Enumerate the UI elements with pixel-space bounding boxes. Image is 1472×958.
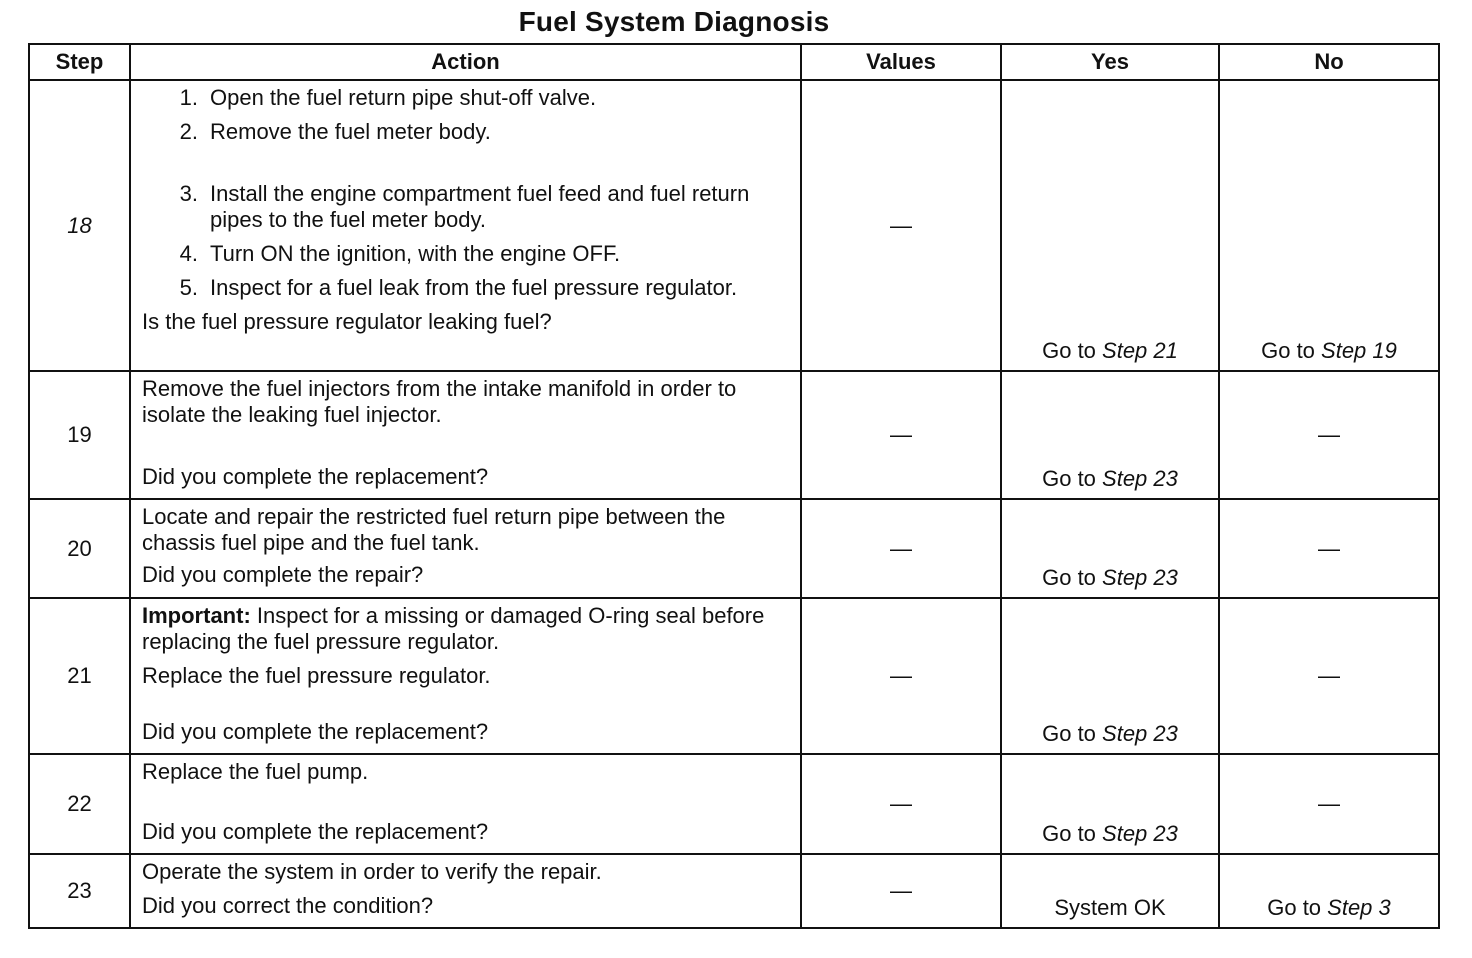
step-number: 23: [29, 854, 130, 928]
action-steps-list: [153, 85, 792, 301]
no-cell: —: [1219, 371, 1439, 499]
action-cell: [130, 499, 801, 598]
list-item: 5. Inspect for a fuel leak from the fuel pressure regulator.: [179, 275, 738, 300]
list-item: 2. Remove the fuel meter body.: [179, 119, 491, 144]
table-row: [29, 598, 1439, 754]
step-number: 20: [29, 499, 130, 598]
step-number: 19: [29, 371, 130, 499]
action-question: Did you complete the replacement?: [142, 719, 489, 744]
header-no: No: [1219, 44, 1439, 80]
yes-cell: System OK: [1001, 854, 1219, 928]
action-text: Replace the fuel pressure regulator.: [142, 663, 491, 688]
action-cell: [130, 80, 801, 371]
values-cell: —: [801, 80, 1001, 371]
action-cell: [130, 371, 801, 499]
values-cell: —: [801, 754, 1001, 854]
yes-cell: Go to Step 23: [1001, 598, 1219, 754]
values-cell: —: [801, 598, 1001, 754]
values-cell: —: [801, 854, 1001, 928]
no-cell: Go to Step 19: [1219, 80, 1439, 371]
page-title: Fuel System Diagnosis: [518, 6, 830, 37]
no-cell: —: [1219, 499, 1439, 598]
step-link: Step 23: [1102, 565, 1178, 590]
header-row: [29, 44, 1439, 80]
table-row: [29, 499, 1439, 598]
list-item: 4. Turn ON the ignition, with the engine OFF.: [179, 241, 621, 266]
header-values: Values: [801, 44, 1001, 80]
table-row: [29, 80, 1439, 371]
action-text: Locate and repair the restricted fuel return pipe between the chassis fuel pipe and the fuel tank.: [142, 504, 726, 555]
step-link: Step 23: [1102, 721, 1178, 746]
action-text: Remove the fuel injectors from the intake manifold in order to isolate the leaking fuel injector.: [142, 376, 737, 427]
table-row: [29, 854, 1439, 928]
action-question: Did you complete the replacement?: [142, 819, 489, 844]
important-note: Important: Inspect for a missing or damaged O-ring seal before replacing the fuel pressure regulator.: [142, 603, 765, 654]
no-cell: —: [1219, 598, 1439, 754]
action-text: Replace the fuel pump.: [142, 759, 369, 784]
yes-cell: Go to Step 23: [1001, 371, 1219, 499]
step-link: Step 3: [1327, 895, 1391, 920]
step-link: Step 23: [1102, 821, 1178, 846]
action-question: Is the fuel pressure regulator leaking fuel?: [142, 309, 552, 334]
no-cell: Go to Step 3: [1219, 854, 1439, 928]
table-row: [29, 754, 1439, 854]
step-link: Step 23: [1102, 466, 1178, 491]
step-number: 18: [29, 80, 130, 371]
list-item: 1. Open the fuel return pipe shut-off valve.: [179, 85, 597, 110]
list-item: 3. Install the engine compartment fuel feed and fuel return pipes to the fuel meter body.: [179, 181, 750, 232]
action-cell: [130, 854, 801, 928]
header-step: Step: [29, 44, 130, 80]
action-cell: [130, 598, 801, 754]
action-question: Did you complete the repair?: [142, 562, 424, 587]
yes-cell: Go to Step 23: [1001, 499, 1219, 598]
action-question: Did you correct the condition?: [142, 893, 434, 918]
step-link: Step 19: [1321, 338, 1397, 363]
values-cell: —: [801, 371, 1001, 499]
header-yes: Yes: [1001, 44, 1219, 80]
step-number: 22: [29, 754, 130, 854]
values-cell: —: [801, 499, 1001, 598]
yes-cell: Go to Step 21: [1001, 80, 1219, 371]
diagnosis-table: [28, 43, 1440, 929]
no-cell: —: [1219, 754, 1439, 854]
step-link: Step 21: [1102, 338, 1178, 363]
action-cell: [130, 754, 801, 854]
step-number: 21: [29, 598, 130, 754]
important-label: Important:: [142, 603, 251, 628]
header-action: Action: [130, 44, 801, 80]
yes-cell: Go to Step 23: [1001, 754, 1219, 854]
action-question: Did you complete the replacement?: [142, 464, 489, 489]
action-text: Operate the system in order to verify the repair.: [142, 859, 602, 884]
table-row: [29, 371, 1439, 499]
